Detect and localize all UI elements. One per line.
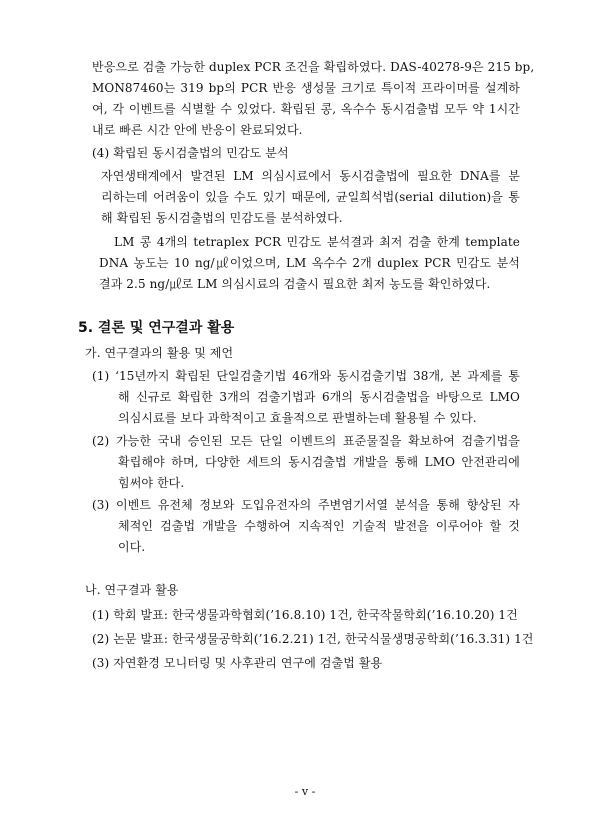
section-title: 5. 결론 및 연구결과 활용 <box>78 320 235 336</box>
text-line: 결과 2.5 ng/㎕로 LM 의심시료의 검출시 필요한 최저 농도를 확인하였다. <box>99 277 491 291</box>
subsection-heading: 가. 연구결과의 활용 및 제언 <box>85 346 234 360</box>
text-line: LM 콩 4개의 tetraplex PCR 민감도 분석결과 최저 검출 한계 template <box>114 235 520 249</box>
list-item: (1) 학회 발표: 한국생물과학협회(’16.8.10) 1건, 한국작물학회(’16.10.20) 1건 <box>92 608 518 622</box>
text-line: 내로 빠른 시간 안에 반응이 완료되었다. <box>92 123 303 137</box>
text-line: (1) ‘15년까지 확립된 단일검출기법 46개와 동시검출기법 38개, 본 과제를 통 <box>92 369 520 383</box>
text-line: 해 확립된 동시검출법의 민감도를 분석하였다. <box>101 211 343 225</box>
subsection-heading: 나. 연구결과 활용 <box>85 583 179 597</box>
text-line: 힘써야 한다. <box>118 476 185 490</box>
text-line: 이다. <box>118 540 146 554</box>
subsection-heading: (4) 확립된 동시검출법의 민감도 분석 <box>92 146 289 160</box>
text-line: 의심시료를 보다 과학적이고 효율적으로 판별하는데 활용될 수 있다. <box>118 411 477 425</box>
text-line: (2) 가능한 국내 승인된 모든 단일 이벤트의 표준물질을 확보하여 검출기법을 <box>92 434 520 448</box>
page-number: - v - <box>294 785 316 798</box>
text-line: DNA 농도는 10 ng/㎕이었으며, LM 옥수수 2개 duplex PCR 민감도 분석 <box>99 256 520 270</box>
text-line: 자연생태계에서 발견된 LM 의심시료에서 동시검출법에 필요한 DNA를 분 <box>101 169 520 183</box>
list-item: (2) 논문 발표: 한국생물공학회(’16.2.21) 1건, 한국식물생명공학회(’16.3.31) 1건 <box>92 632 534 646</box>
text-line: 확립해야 하며, 다양한 세트의 동시검출법 개발을 통해 LMO 안전관리에 <box>118 455 520 469</box>
text-line: 리하는데 어려움이 있을 수도 있기 때문에, 균일희석법(serial dilution)을 통 <box>101 190 520 204</box>
text-line: (3) 이벤트 유전체 정보와 도입유전자의 주변염기서열 분석을 통해 향상된 자 <box>92 498 520 512</box>
text-line: 여, 각 이벤트를 식별할 수 있었다. 확립된 콩, 옥수수 동시검출법 모두 약 1시간 <box>92 102 520 116</box>
text-line: MON87460는 319 bp의 PCR 반응 생성물 크기로 특이적 프라이머를 설계하 <box>92 81 520 95</box>
text-line: 반응으로 검출 가능한 duplex PCR 조건을 확립하였다. DAS-40278-9은 215 bp, <box>92 60 535 74</box>
text-line: 체적인 검출법 개발을 수행하여 지속적인 기술적 발전을 이루어야 할 것 <box>118 519 520 533</box>
list-item: (3) 자연환경 모니터링 및 사후관리 연구에 검출법 활용 <box>92 656 383 670</box>
text-line: 해 신규로 확립한 3개의 검출기법과 6개의 동시검출법을 바탕으로 LMO <box>118 390 520 404</box>
